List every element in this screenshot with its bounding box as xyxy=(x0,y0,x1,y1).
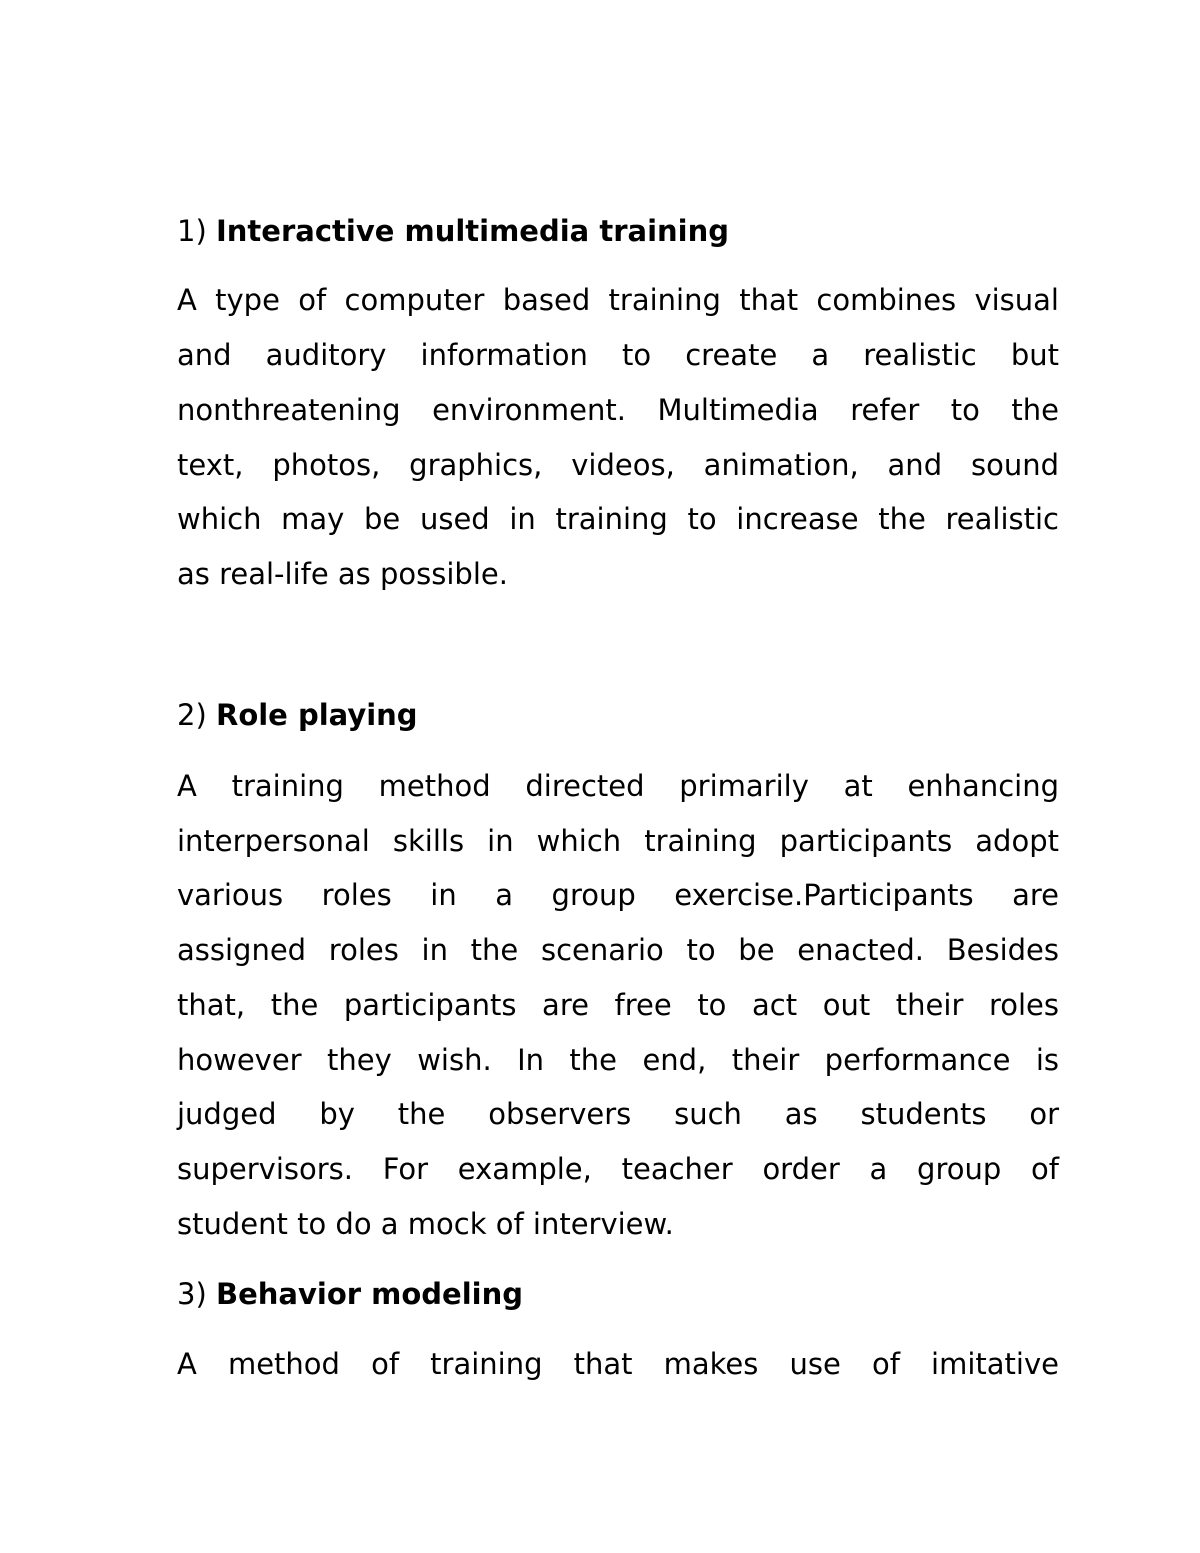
section-1-heading xyxy=(177,211,1059,251)
section-3-title: Behavior modeling xyxy=(215,1277,523,1311)
section-1-number: 1) xyxy=(177,214,207,248)
section-3-line-1: A method of training that makes use of imitative xyxy=(177,1347,1059,1381)
section-2-line-8: supervisors. For example, teacher order a group of xyxy=(177,1152,1059,1186)
section-1-line-5: which may be used in training to increase the realistic xyxy=(177,502,1059,536)
section-3-heading xyxy=(177,1274,1059,1314)
section-2-number: 2) xyxy=(177,698,207,732)
section-1-title: Interactive multimedia training xyxy=(215,214,730,248)
section-1-line-2: and auditory information to create a realistic but xyxy=(177,338,1059,372)
section-2-line-5: that, the participants are free to act out their roles xyxy=(177,988,1059,1022)
section-2-line-6: however they wish. In the end, their performance is xyxy=(177,1043,1059,1077)
section-2-line-3: various roles in a group exercise.Participants are xyxy=(177,878,1059,912)
section-2-title: Role playing xyxy=(215,698,418,732)
section-2-heading xyxy=(177,695,1059,735)
section-2-line-7: judged by the observers such as students or xyxy=(177,1097,1059,1131)
section-3-number: 3) xyxy=(177,1277,207,1311)
section-2-line-9: student to do a mock of interview. xyxy=(177,1207,674,1241)
section-1-line-1: A type of computer based training that combines visual xyxy=(177,283,1059,317)
section-1-line-6: as real-life as possible. xyxy=(177,557,508,591)
section-1-line-4: text, photos, graphics, videos, animation, and sound xyxy=(177,448,1059,482)
section-2-line-1: A training method directed primarily at enhancing xyxy=(177,769,1059,803)
section-2-line-2: interpersonal skills in which training participants adopt xyxy=(177,824,1059,858)
section-1-line-3: nonthreatening environment. Multimedia refer to the xyxy=(177,393,1059,427)
section-2-line-4: assigned roles in the scenario to be enacted. Besides xyxy=(177,933,1059,967)
